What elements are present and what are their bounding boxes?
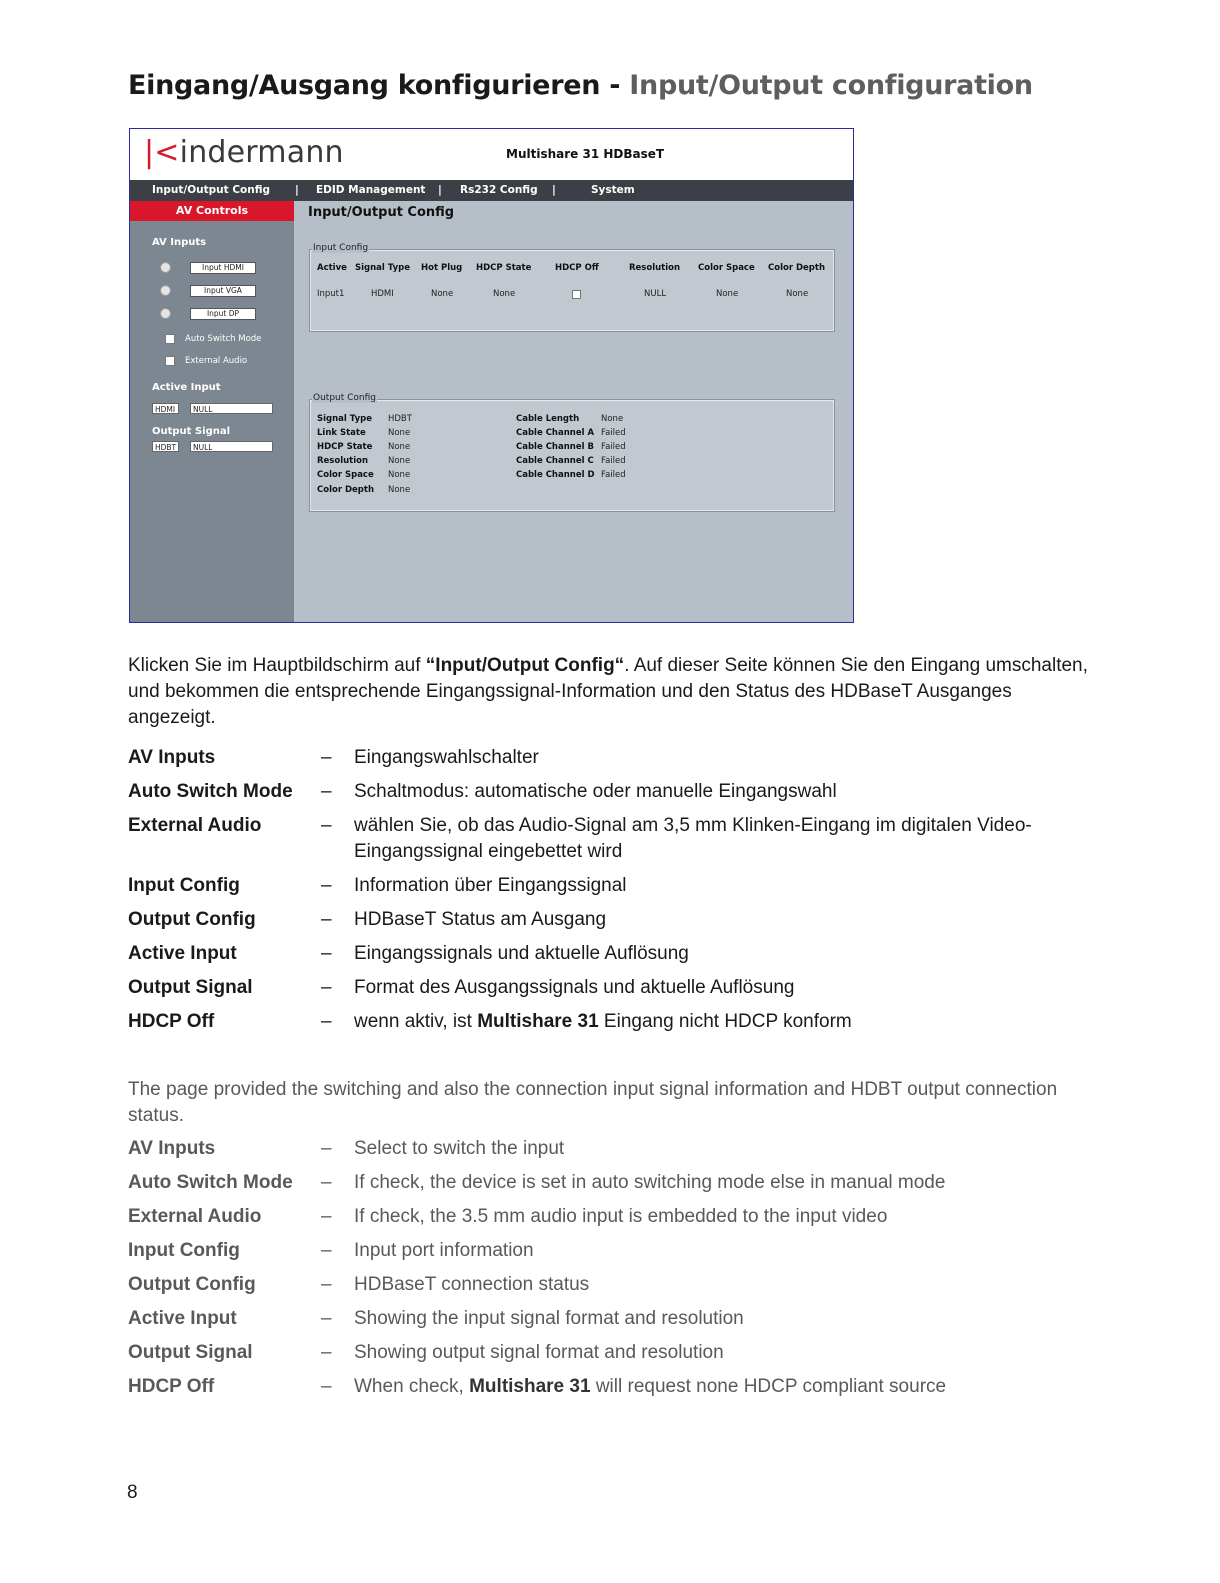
definition-dash: – (321, 1274, 332, 1295)
german-intro-bold: “Input/Output Config“ (425, 655, 625, 676)
table-header: Signal Type (355, 263, 410, 273)
output-value: Failed (601, 428, 626, 438)
desc-before: When check, (354, 1376, 470, 1397)
output-value: Failed (601, 442, 626, 452)
output-value: None (388, 428, 411, 438)
output-value: None (388, 470, 411, 480)
nav-system[interactable]: System (591, 184, 635, 196)
table-header: Active (317, 263, 347, 273)
definition-dash: – (321, 781, 332, 802)
output-signal-format-field: HDBT (152, 441, 179, 452)
output-label: Cable Channel B (516, 442, 594, 452)
english-intro: The page provided the switching and also the connection input signal information and HDBT output connection status. (128, 1079, 1058, 1126)
input-config-panel (309, 243, 835, 332)
definition-term: AV Inputs (128, 747, 216, 768)
av-inputs-label: AV Inputs (152, 237, 207, 248)
output-label: Color Space (317, 470, 374, 480)
output-value: None (601, 414, 624, 424)
input-hdmi-button[interactable]: Input HDMI (190, 262, 256, 274)
definition-dash: – (321, 1138, 332, 1159)
hdcp-off-checkbox[interactable] (572, 290, 581, 299)
output-signal-label: Output Signal (152, 426, 231, 437)
output-value: HDBT (388, 414, 412, 424)
definition-term: HDCP Off (128, 1376, 215, 1397)
active-input-format-field: HDMI (152, 403, 179, 414)
av-controls-header[interactable]: AV Controls (130, 201, 294, 221)
kindermann-logo (144, 135, 344, 170)
external-audio-label: External Audio (185, 356, 248, 366)
output-config-panel (309, 393, 835, 512)
output-label: Color Depth (317, 485, 375, 495)
nav-edid-management[interactable]: EDID Management (316, 184, 426, 196)
definition-dash: – (321, 1240, 332, 1261)
main-title: Input/Output Config (308, 205, 455, 220)
table-cell: NULL (644, 289, 667, 299)
nav-separator: | (552, 184, 556, 196)
nav-separator: | (438, 184, 442, 196)
definition-desc: HDBaseT connection status (354, 1274, 590, 1295)
input-vga-button[interactable]: Input VGA (190, 285, 256, 297)
output-label: Cable Channel D (516, 470, 595, 480)
definition-desc: Eingangswahlschalter (354, 747, 539, 768)
german-intro-before: Klicken Sie im Hauptbildschirm auf (128, 655, 426, 676)
definition-desc (354, 1009, 1074, 1035)
definition-desc: wählen Sie, ob das Audio-Signal am 3,5 mm Klinken-Eingang im digitalen Video-Eingangssignal eingebettet wird (354, 815, 1032, 862)
desc-before: wenn aktiv, ist (354, 1011, 478, 1032)
input-config-legend: Input Config (313, 243, 369, 253)
input-vga-radio[interactable] (160, 285, 171, 296)
definition-desc: Input port information (354, 1240, 534, 1261)
page-title (128, 70, 1033, 101)
input-dp-button[interactable]: Input DP (190, 308, 256, 320)
definition-dash: – (321, 747, 332, 768)
desc-after: will request none HDCP compliant source (590, 1376, 947, 1397)
desc-after: Eingang nicht HDCP konform (598, 1011, 852, 1032)
definition-desc: Showing output signal format and resolution (354, 1342, 724, 1363)
definition-term: AV Inputs (128, 1138, 216, 1159)
device-title: Multishare 31 HDBaseT (506, 147, 665, 161)
nav-separator: | (295, 184, 299, 196)
table-header: Resolution (629, 263, 681, 273)
device-ui-screenshot (129, 128, 854, 623)
output-label: Signal Type (317, 414, 372, 424)
definition-term: Auto Switch Mode (128, 781, 293, 802)
input-hdmi-radio[interactable] (160, 262, 171, 273)
table-header: Color Space (698, 263, 755, 273)
table-cell: HDMI (371, 289, 394, 299)
definition-dash: – (321, 1011, 332, 1032)
definition-dash: – (321, 943, 332, 964)
definition-desc: Information über Eingangssignal (354, 875, 627, 896)
output-label: Cable Length (516, 414, 580, 424)
logo-text: indermann (179, 135, 344, 170)
nav-rs232-config[interactable]: Rs232 Config (460, 184, 538, 196)
output-label: HDCP State (317, 442, 373, 452)
german-intro (128, 653, 1088, 731)
definition-desc: Showing the input signal format and resolution (354, 1308, 744, 1329)
definition-dash: – (321, 1206, 332, 1227)
output-value: Failed (601, 456, 626, 466)
definition-dash: – (321, 875, 332, 896)
title-separator: - (609, 70, 621, 101)
definition-desc: Select to switch the input (354, 1138, 565, 1159)
table-cell: None (493, 289, 516, 299)
output-config-legend: Output Config (313, 393, 376, 403)
definition-term: Input Config (128, 1240, 240, 1261)
output-value: None (388, 485, 411, 495)
definition-desc: HDBaseT Status am Ausgang (354, 909, 607, 930)
auto-switch-mode-checkbox[interactable] (165, 334, 175, 344)
definition-term: Input Config (128, 875, 240, 896)
title-english: Input/Output configuration (629, 70, 1033, 101)
definition-term: Output Signal (128, 1342, 253, 1363)
definition-desc: If check, the 3.5 mm audio input is embedded to the input video (354, 1206, 888, 1227)
logo-k-mark: |< (144, 135, 180, 170)
output-label: Resolution (317, 456, 369, 466)
definition-dash: – (321, 909, 332, 930)
input-dp-radio[interactable] (160, 308, 171, 319)
output-signal-resolution-field: NULL (190, 441, 273, 452)
output-label: Cable Channel A (516, 428, 595, 438)
definition-term: Active Input (128, 943, 237, 964)
definition-term: External Audio (128, 815, 262, 836)
table-header: HDCP State (476, 263, 532, 273)
active-input-resolution-field: NULL (190, 403, 273, 414)
top-nav (130, 180, 853, 201)
page-number: 8 (127, 1482, 138, 1503)
active-input-label: Active Input (152, 382, 221, 393)
output-label: Cable Channel C (516, 456, 594, 466)
definition-term: Output Config (128, 1274, 256, 1295)
table-header: HDCP Off (555, 263, 599, 273)
table-cell: None (431, 289, 454, 299)
definition-term: Auto Switch Mode (128, 1172, 293, 1193)
definition-term: HDCP Off (128, 1011, 215, 1032)
output-value: None (388, 456, 411, 466)
definition-dash: – (321, 977, 332, 998)
external-audio-checkbox[interactable] (165, 356, 175, 366)
table-cell: None (716, 289, 739, 299)
definition-desc: Format des Ausgangssignals und aktuelle Auflösung (354, 977, 795, 998)
output-value: None (388, 442, 411, 452)
german-intro-after: . Auf dieser Seite können Sie den Eingang umschalten, und bekommen die entsprechende Eingangssignal-Information und den Status des HDBaseT Ausganges angezeigt. (128, 655, 1088, 728)
definition-term: Output Signal (128, 977, 253, 998)
output-label: Link State (317, 428, 366, 438)
desc-bold: Multishare 31 (477, 1011, 599, 1032)
definition-term: Output Config (128, 909, 256, 930)
auto-switch-mode-label: Auto Switch Mode (185, 334, 262, 344)
definition-dash: – (321, 815, 332, 836)
table-header: Color Depth (768, 263, 826, 273)
definition-dash: – (321, 1308, 332, 1329)
table-cell: None (786, 289, 809, 299)
nav-input-output-config[interactable]: Input/Output Config (152, 184, 271, 196)
definition-dash: – (321, 1376, 332, 1397)
title-german: Eingang/Ausgang konfigurieren (128, 70, 601, 101)
definition-desc: If check, the device is set in auto switching mode else in manual mode (354, 1172, 946, 1193)
desc-bold: Multishare 31 (469, 1376, 591, 1397)
definition-desc (354, 1374, 1074, 1400)
screenshot-header (130, 129, 853, 180)
definition-dash: – (321, 1172, 332, 1193)
left-panel (130, 201, 294, 622)
table-cell: Input1 (317, 289, 345, 299)
definition-term: Active Input (128, 1308, 237, 1329)
definition-desc: Schaltmodus: automatische oder manuelle Eingangswahl (354, 781, 837, 802)
definition-term: External Audio (128, 1206, 262, 1227)
table-header: Hot Plug (421, 263, 463, 273)
output-value: Failed (601, 470, 626, 480)
definition-dash: – (321, 1342, 332, 1363)
definition-desc: Eingangssignals und aktuelle Auflösung (354, 943, 689, 964)
